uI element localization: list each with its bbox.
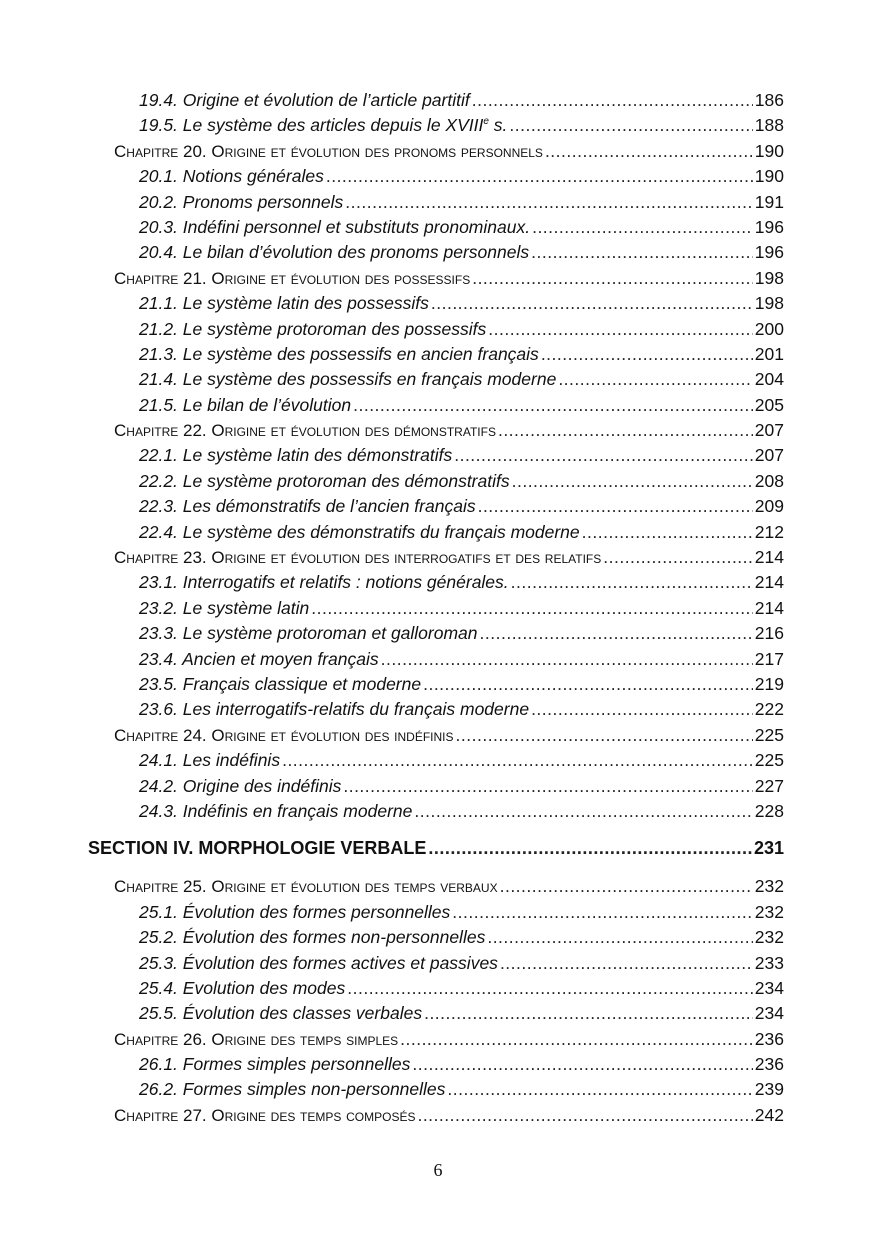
toc-entry-page: 198 [754,267,784,288]
toc-subsection-entry[interactable] [139,164,784,189]
toc-entry-title [139,190,345,215]
toc-entry-title [139,1077,447,1102]
toc-entry-title [139,672,423,697]
toc-entry-title-text: 26.1. Formes simples personnelles [139,1054,411,1075]
toc-entry-title-text: 22.2. Le système protoroman des démonstratifs [139,470,510,491]
toc-entry-page: 214 [754,597,784,618]
toc-subsection-entry[interactable] [139,925,784,950]
toc-entry-page: 200 [754,318,784,339]
toc-entry-page: 225 [754,724,784,745]
toc-entry-title-text: 21.2. Le système protoroman des possessifs [139,318,487,339]
toc-entry-page: 190 [754,140,784,161]
toc-chapter-entry[interactable] [114,874,784,899]
toc-entry-title [139,976,347,1001]
toc-subsection-entry[interactable] [139,1077,784,1102]
toc-entry-page: 234 [754,1003,784,1024]
dot-leader [414,799,752,824]
toc-chapter-entry[interactable] [114,1027,784,1052]
toc-entry-title [139,1052,412,1077]
toc-entry-title [139,469,512,494]
toc-entry-title-text: 22.3. Les démonstratifs de l’ancien français [139,496,476,517]
toc-entry-title-text: 22.4. Le système des démonstratifs du français moderne [139,521,580,542]
dot-leader [347,976,753,1001]
toc-entry-page: 191 [754,191,784,212]
toc-entry-title-text: 23.4. Ancien et moyen français [139,648,379,669]
toc-subsection-entry[interactable] [139,1001,784,1026]
toc-entry-page: 222 [754,699,784,720]
toc-entry-title [88,836,428,861]
toc-subsection-entry[interactable] [139,647,784,672]
toc-chapter-entry[interactable] [114,1103,784,1128]
toc-subsection-entry[interactable] [139,1052,784,1077]
dot-leader [417,1103,752,1128]
toc-entry-title-text: 25.4. Evolution des modes [139,977,346,998]
toc-entry-page: 227 [754,775,784,796]
toc-entry-title [139,520,582,545]
toc-entry-title-suffix: s. [488,115,508,136]
toc-entry-page: 232 [754,927,784,948]
toc-entry-title-text: Chapitre 22. Origine et évolution des démonstratifs [114,421,496,441]
toc-entry-title [139,113,509,138]
toc-entry-page: 232 [754,876,784,897]
toc-entry-page: 188 [754,115,784,136]
toc-entry-title [139,367,558,392]
dot-leader [353,393,753,418]
toc-entry-title-text: 21.3. Le système des possessifs en ancien français [139,343,539,364]
toc-entry-page: 219 [754,673,784,694]
toc-entry-title-text: 21.5. Le bilan de l’évolution [139,394,352,415]
toc-entry-title [139,900,452,925]
toc-entry-page: 231 [753,838,784,859]
toc-entry-page: 214 [754,547,784,568]
toc-subsection-entry[interactable] [139,976,784,1001]
dot-leader [558,367,752,392]
toc-entry-title-text: 22.1. Le système latin des démonstratifs [139,445,453,466]
toc-entry-title-text: 19.5. Le système des articles depuis le XVIII [139,115,484,136]
toc-entry-title [139,164,326,189]
toc-entry-page: 201 [754,343,784,364]
toc-entry-title [139,951,500,976]
toc-entry-page: 207 [754,420,784,441]
dot-leader [447,1077,752,1102]
toc-entry-title-text: Chapitre 23. Origine et évolution des interrogatifs et des relatifs [114,548,602,568]
dot-leader [511,570,753,595]
toc-entry-page: 190 [754,166,784,187]
dot-leader [488,317,753,342]
toc-subsection-entry[interactable] [139,748,784,773]
dot-leader [452,900,753,925]
toc-entry-title-text: 26.2. Formes simples non-personnelles [139,1079,446,1100]
toc-subsection-entry[interactable] [139,672,784,697]
toc-entry-title [114,1027,400,1052]
toc-entry-title-text: 23.2. Le système latin [139,597,310,618]
toc-entry-title-text: 20.3. Indéfini personnel et substituts pronominaux. [139,216,531,237]
toc-entry-title-text: Chapitre 21. Origine et évolution des possessifs [114,268,471,288]
dot-leader [541,342,753,367]
toc-entry-page: 204 [754,369,784,390]
toc-subsection-entry[interactable] [139,774,784,799]
toc-entry-title [139,393,353,418]
toc-entry-title [139,1001,424,1026]
toc-entry-title-text: 19.4. Origine et évolution de l’article partitif [139,90,470,110]
toc-entry-title [139,621,480,646]
toc-subsection-entry[interactable] [139,951,784,976]
toc-entry-title-text: 25.2. Évolution des formes non-personnelles [139,927,486,948]
toc-entry-title [139,774,343,799]
toc-chapter-entry[interactable] [114,266,784,291]
toc-entry-title-text: 20.1. Notions générales [139,166,324,187]
dot-leader [431,291,753,316]
toc-entry-page: 242 [754,1104,784,1125]
toc-subsection-entry[interactable] [139,190,784,215]
toc-entry-title-text: 21.4. Le système des possessifs en français moderne [139,369,557,390]
toc-entry-page: 225 [754,750,784,771]
toc-entry-title-text: 20.2. Pronoms personnels [139,191,344,212]
dot-leader [428,836,752,861]
dot-leader [480,621,753,646]
toc-subsection-entry[interactable] [139,317,784,342]
toc-entry-title [114,723,456,748]
toc-entry-title [139,317,488,342]
toc-entry-title [114,266,472,291]
dot-leader [582,520,753,545]
toc-subsection-entry[interactable] [139,291,784,316]
toc-entry-title-text: 24.3. Indéfinis en français moderne [139,800,413,821]
toc-subsection-entry[interactable] [139,697,784,722]
toc-entry-title [139,596,311,621]
toc-subsection-entry[interactable] [139,596,784,621]
toc-entry-title [139,647,381,672]
dot-leader [603,545,753,570]
toc-section-entry[interactable] [88,824,784,874]
toc-entry-page: 234 [754,977,784,998]
toc-entry-page: 207 [754,445,784,466]
toc-entry-page: 186 [754,90,784,110]
toc-subsection-entry[interactable] [139,443,784,468]
toc-entry-title-text: 23.6. Les interrogatifs-relatifs du français moderne [139,699,530,720]
dot-leader [509,113,752,138]
dot-leader [343,774,752,799]
toc-entry-title [139,291,431,316]
toc-subsection-entry[interactable] [139,367,784,392]
toc-chapter-entry[interactable] [114,723,784,748]
toc-entry-title [114,139,545,164]
toc-entry-page: 233 [754,952,784,973]
toc-subsection-entry[interactable] [139,494,784,519]
toc-entry-title-text: 25.5. Évolution des classes verbales [139,1003,423,1024]
toc-entry-page: 217 [754,648,784,669]
toc-entry-title-text: Chapitre 24. Origine et évolution des indéfinis [114,725,454,745]
toc-entry-title [139,748,282,773]
dot-leader [500,951,753,976]
toc-entry-title-text: SECTION IV. MORPHOLOGIE VERBALE [88,838,427,859]
toc-chapter-entry[interactable] [114,418,784,443]
dot-leader [424,1001,753,1026]
toc-entry-page: 236 [754,1028,784,1049]
toc-entry-title-text: 21.1. Le système latin des possessifs [139,293,429,314]
dot-leader [326,164,753,189]
toc-entry-page: 212 [754,521,784,542]
dot-leader [423,672,753,697]
toc-entry-title [114,1103,417,1128]
toc-entry-title-text: Chapitre 27. Origine des temps composés [114,1105,416,1125]
toc-entry-title-text: 24.1. Les indéfinis [139,750,281,771]
toc-entry-page: 228 [754,800,784,821]
toc-entry-title [139,443,454,468]
dot-leader [512,469,753,494]
toc-subsection-entry[interactable] [139,570,784,595]
toc-entry-title [114,545,603,570]
dot-leader [498,418,753,443]
toc-subsection-entry[interactable] [139,342,784,367]
toc-entry-title-text: 20.4. Le bilan d’évolution des pronoms personnels [139,242,530,263]
toc-entry-page: 208 [754,470,784,491]
page-number: 6 [433,1160,443,1180]
toc-subsection-entry[interactable] [139,215,784,240]
toc-entry-title-text: Chapitre 26. Origine des temps simples [114,1029,399,1049]
dot-leader [472,88,753,113]
toc-entry-title [139,494,478,519]
toc-entry-title [139,697,531,722]
toc-entry-title [139,799,414,824]
toc-entry-title-text: 23.3. Le système protoroman et galloroman [139,623,478,644]
toc-subsection-entry[interactable] [139,520,784,545]
dot-leader [532,215,753,240]
toc-entry-title [139,342,541,367]
toc-subsection-entry[interactable] [139,621,784,646]
toc-chapter-entry[interactable] [114,545,784,570]
toc-entry-page: 236 [754,1054,784,1075]
dot-leader [545,139,753,164]
dot-leader [381,647,753,672]
toc-entry-page: 198 [754,293,784,314]
toc-entry-page: 209 [754,496,784,517]
dot-leader [500,874,753,899]
toc-entry-page: 239 [754,1079,784,1100]
dot-leader [456,723,753,748]
dot-leader [454,443,753,468]
toc-entry-title-text: Chapitre 20. Origine et évolution des pronoms personnels [114,141,543,161]
toc-entry-page: 205 [754,394,784,415]
toc-entry-page: 216 [754,623,784,644]
dot-leader [531,697,753,722]
dot-leader [400,1027,753,1052]
dot-leader [282,748,753,773]
toc-subsection-entry[interactable] [139,900,784,925]
toc-chapter-entry[interactable] [114,139,784,164]
toc-entry-page: 214 [754,572,784,593]
toc-entry-title [139,215,532,240]
superscript: e [483,116,489,128]
toc-subsection-entry[interactable] [139,393,784,418]
toc-entry-page: 196 [754,242,784,263]
table-of-contents [0,88,876,1128]
toc-entry-title-text: 25.1. Évolution des formes personnelles [139,901,451,922]
toc-entry-page: 196 [754,216,784,237]
dot-leader [412,1052,752,1077]
toc-subsection-entry[interactable] [139,469,784,494]
toc-entry-title [139,570,511,595]
dot-leader [531,240,753,265]
toc-subsection-entry[interactable] [139,240,784,265]
toc-subsection-entry[interactable] [139,113,784,138]
dot-leader [478,494,753,519]
dot-leader [345,190,753,215]
toc-entry-title [139,925,487,950]
toc-entry-page: 232 [754,901,784,922]
dot-leader [472,266,753,291]
toc-entry-title-text: 25.3. Évolution des formes actives et passives [139,952,498,973]
toc-entry-title-text: 23.1. Interrogatifs et relatifs : notions générales. [139,572,509,593]
toc-subsection-entry[interactable] [139,88,784,113]
dot-leader [487,925,752,950]
toc-entry-title [139,240,531,265]
toc-entry-title [114,874,500,899]
toc-entry-title [114,418,498,443]
toc-entry-title-text: 23.5. Français classique et moderne [139,673,422,694]
toc-entry-title [139,88,472,113]
toc-entry-title-text: Chapitre 25. Origine et évolution des temps verbaux [114,877,498,897]
toc-subsection-entry[interactable] [139,799,784,824]
toc-entry-title-text: 24.2. Origine des indéfinis [139,775,342,796]
dot-leader [311,596,753,621]
